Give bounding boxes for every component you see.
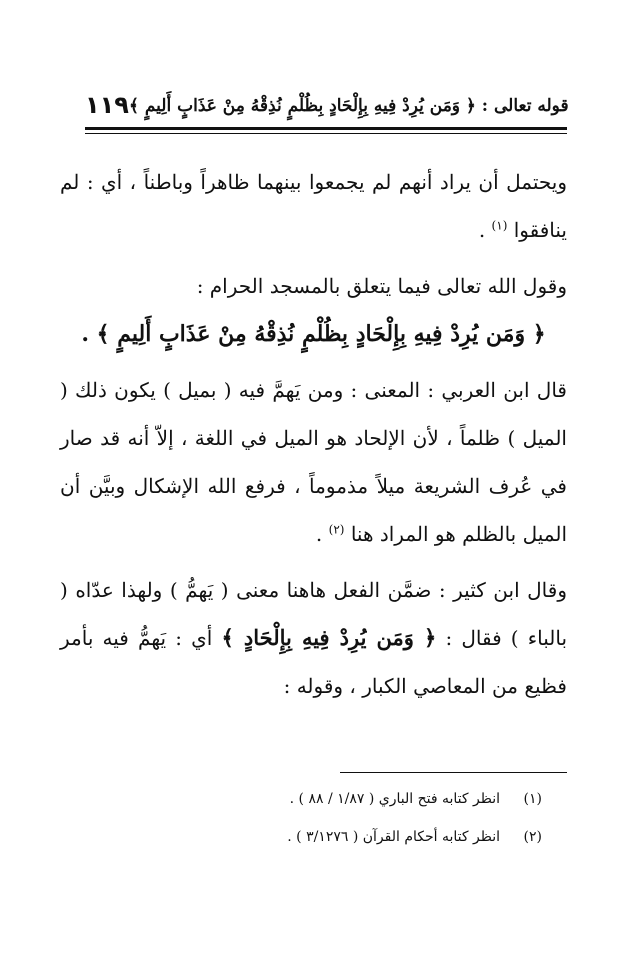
quran-verse-2: ﴿ وَمَن يُرِدْ فِيهِ بِإِلْحَادٍ ﴾ bbox=[221, 625, 437, 650]
footnote-rule bbox=[340, 772, 567, 773]
footnote-1: (١)انظر كتابه فتح الباري ( ١/٨٧ / ٨٨ ) . bbox=[289, 791, 542, 807]
header-rule-thin bbox=[85, 133, 567, 134]
footnote-2: (٢)انظر كتابه أحكام القرآن ( ٣/١٢٧٦ ) . bbox=[287, 829, 542, 845]
footnote-ref-1: (١) bbox=[491, 218, 508, 233]
page-number: ١١٩ bbox=[85, 91, 129, 119]
page-header bbox=[85, 88, 567, 122]
paragraph-4: وقال ابن كثير : ضمَّن الفعل هاهنا معنى ( يَهمُّ ) ولهذا عدّاه ( بالباء ) فقال : ﴿ وَمَن يُرِدْ فِيهِ بِإِلْحَادٍ ﴾ أي : يَهمُّ فيه بأمر فظيع من المعاصي الكبار ، وقوله : bbox=[60, 578, 568, 698]
footnote-ref-2: (٢) bbox=[328, 522, 345, 537]
running-head: قوله تعالى : ﴿ وَمَن يُرِدْ فِيهِ بِإِلْحَادٍ بِظُلْمٍ نُذِقْهُ مِنْ عَذَابٍ أَلِيمٍ ﴾ bbox=[128, 95, 569, 116]
main-text bbox=[60, 158, 567, 710]
header-rule-thick bbox=[85, 127, 567, 130]
paragraph-3: قال ابن العربي : المعنى : ومن يَهمَّ فيه ( بميل ) يكون ذلك ( الميل ) ظلماً ، لأن الإلحاد هو الميل في اللغة ، إلاّ أنه قد صار في عُرف الشريعة ميلاً مذموماً ، فرفع الله الإشكال وبيَّن أن الميل بالظلم هو المراد هنا $^{(٢)}$ . bbox=[60, 378, 567, 546]
footnotes bbox=[60, 780, 542, 856]
quran-verse-1: ﴿ وَمَن يُرِدْ فِيهِ بِإِلْحَادٍ بِظُلْمٍ نُذِقْهُ مِنْ عَذَابٍ أَلِيمٍ ﴾ . bbox=[81, 321, 546, 347]
paragraph-1: ويحتمل أن يراد أنهم لم يجمعوا بينهما ظاهراً وباطناً ، أي : لم ينافقوا $^{(١)}$ . bbox=[60, 170, 567, 242]
paragraph-2: وقول الله تعالى فيما يتعلق بالمسجد الحرام : bbox=[196, 274, 567, 298]
